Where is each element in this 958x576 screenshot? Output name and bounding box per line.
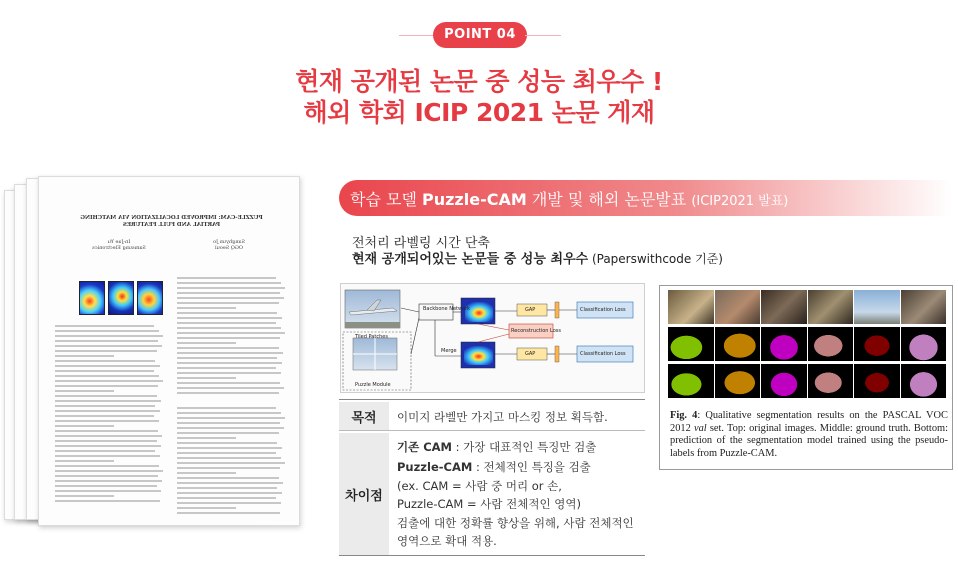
- paper-text-line: [177, 362, 282, 364]
- paper-text-line: [177, 332, 285, 334]
- paper-text-line: [55, 380, 163, 382]
- paper-text-line: [177, 507, 236, 509]
- paper-text-line: [177, 437, 236, 439]
- table-top-rule: [339, 399, 645, 400]
- original-images-row: [668, 290, 946, 324]
- paper-text-line: [177, 412, 281, 414]
- paper-text-line: [55, 345, 162, 347]
- paper-text-line: [177, 497, 276, 499]
- paper-text-line: [177, 282, 281, 284]
- paper-text-line: [177, 312, 277, 314]
- paper-text-line: [55, 495, 114, 497]
- paper-text-line: [55, 430, 158, 432]
- ground-truth-row: [668, 327, 946, 361]
- merge-label: Merge: [441, 348, 457, 354]
- segmentation-results-figure: [659, 285, 953, 470]
- ground-truth-mask: [854, 327, 900, 361]
- paper-text-line: [55, 330, 159, 332]
- paper-text-line: [55, 475, 158, 477]
- difference-line: (ex. CAM = 사람 중 머리 or 손,: [397, 479, 562, 493]
- paper-text-line: [55, 420, 159, 422]
- headline-line-2: 해외 학회 ICIP 2021 논문 게재: [303, 98, 655, 127]
- paper-text-line: [177, 467, 280, 469]
- paper-text-line: [177, 327, 281, 329]
- paper-heatmaps: [79, 281, 163, 315]
- paper-text-line: [55, 405, 155, 407]
- paper-text-line: [55, 400, 161, 402]
- paper-text-line: [55, 355, 114, 357]
- paper-text-line: [177, 512, 280, 514]
- paper-text-line: [177, 357, 277, 359]
- sample-image: [808, 290, 854, 324]
- paper-text-line: [177, 347, 279, 349]
- paper-text-line: [177, 297, 284, 299]
- prediction-mask: [715, 364, 761, 398]
- paper-text-line: [177, 277, 276, 279]
- paper-text-line: [55, 410, 160, 412]
- sample-image: [761, 290, 807, 324]
- paper-text-line: [177, 307, 236, 309]
- backbone-label: Backbone Network: [423, 306, 471, 312]
- row-header-difference: 차이점: [339, 433, 389, 555]
- paper-text-line: [177, 487, 277, 489]
- paper-text-column-left: [55, 325, 163, 505]
- paper-author-1: Sanghyun Jo OGQ Seoul: [213, 239, 245, 251]
- prediction-mask: [901, 364, 947, 398]
- section-banner-title: 학습 모델 Puzzle-CAM 개발 및 해외 논문발표 (ICIP2021 발표): [350, 190, 789, 209]
- paper-text-line: [55, 385, 158, 387]
- paper-text-line: [177, 452, 276, 454]
- paper-text-line: [55, 485, 157, 487]
- paper-text-line: [177, 392, 279, 394]
- paper-text-line: [177, 492, 282, 494]
- paper-text-line: [177, 442, 277, 444]
- purpose-text: 이미지 라벨만 가지고 마스킹 정보 획득함.: [397, 410, 608, 424]
- sample-image: [854, 290, 900, 324]
- paper-text-line: [177, 472, 236, 474]
- difference-line: 영역으로 확대 적용.: [397, 534, 497, 548]
- heatmap-thumbnail: [108, 281, 134, 315]
- paper-text-line: [177, 407, 276, 409]
- paper-text-line: [55, 360, 155, 362]
- paper-text-line: [55, 340, 158, 342]
- architecture-diagram: [340, 283, 645, 393]
- classification-loss-label-top: Classification Loss: [580, 307, 626, 313]
- paper-text-line: [55, 435, 162, 437]
- paper-text-line: [177, 302, 279, 304]
- paper-text-line: [55, 490, 161, 492]
- paper-text-line: [177, 322, 276, 324]
- sample-image: [901, 290, 947, 324]
- ground-truth-mask: [715, 327, 761, 361]
- paper-text-line: [177, 427, 284, 429]
- paper-text-column-right: [177, 277, 285, 397]
- table-row: [339, 402, 645, 431]
- paper-text-line: [55, 395, 157, 397]
- point-badge-area: [0, 22, 958, 48]
- paper-text-line: [177, 432, 279, 434]
- paper-text-line: [55, 375, 159, 377]
- paper-text-line: [55, 335, 163, 337]
- paper-text-line: [177, 417, 285, 419]
- paper-text-line: [55, 425, 114, 427]
- puzzle-module-label: Puzzle Module: [355, 382, 391, 388]
- difference-line: Puzzle-CAM : 전체적인 특징을 검출: [397, 460, 591, 474]
- paper-text-line: [55, 460, 114, 462]
- ground-truth-mask: [761, 327, 807, 361]
- paper-text-line: [177, 292, 280, 294]
- paper-text-line: [177, 482, 283, 484]
- paper-text-line: [177, 457, 281, 459]
- paper-text-line: [177, 382, 280, 384]
- paper-text-line: [55, 350, 157, 352]
- sample-image: [715, 290, 761, 324]
- difference-line: Puzzle-CAM = 사람 전체적인 영역): [397, 497, 581, 511]
- reconstruction-loss-label: Reconstruction Loss: [511, 328, 561, 334]
- headline-line-1: 현재 공개된 논문 중 성능 최우수 !: [295, 67, 663, 96]
- paper-text-line: [177, 377, 236, 379]
- prediction-mask: [761, 364, 807, 398]
- paper-author-2: In-Jae Yu Samsung Electronics: [92, 239, 146, 251]
- paper-text-line: [177, 287, 285, 289]
- prediction-row: [668, 364, 946, 398]
- paper-text-line: [177, 447, 282, 449]
- row-header-purpose: 목적: [339, 402, 389, 430]
- heatmap-thumbnail: [79, 281, 105, 315]
- paper-text-line: [55, 390, 114, 392]
- paper-text-line: [177, 502, 281, 504]
- heatmap-thumbnail: [137, 281, 163, 315]
- paper-text-line: [55, 450, 155, 452]
- paper-text-line: [55, 370, 154, 372]
- paper-text-line: [177, 317, 282, 319]
- paper-text-line: [55, 465, 159, 467]
- paper-text-line: [55, 480, 162, 482]
- prediction-mask: [808, 364, 854, 398]
- prediction-mask: [854, 364, 900, 398]
- paper-text-line: [55, 325, 154, 327]
- paper-text-line: [55, 440, 157, 442]
- paper-text-line: [177, 367, 276, 369]
- gap-label-top: GAP: [525, 307, 536, 313]
- paper-text-line: [177, 477, 279, 479]
- table-row: [339, 433, 645, 556]
- paper-text-line: [55, 415, 154, 417]
- sample-image: [668, 290, 714, 324]
- subtitle-line-2: 현재 공개되어있는 논문들 중 성능 최우수 (Paperswithcode 기준): [352, 252, 723, 267]
- paper-text-line: [177, 342, 236, 344]
- paper-text-line: [177, 387, 284, 389]
- paper-text-line: [55, 500, 160, 502]
- difference-line: 기존 CAM : 가장 대표적인 특징만 검출: [397, 440, 597, 454]
- paper-text-line: [55, 470, 163, 472]
- figure-caption: Fig. 4: Qualitative segmentation results on the PASCAL VOC 2012 val set. Top: original images. Middle: ground truth. Bottom: prediction of the segmentation model trained using the pseudo-labels from Puzzle-CAM.: [670, 410, 948, 459]
- tiled-patches-label: Tiled Patches: [355, 334, 388, 340]
- point-badge: POINT 04: [433, 22, 527, 48]
- ground-truth-mask: [808, 327, 854, 361]
- paper-text-line: [177, 462, 285, 464]
- paper-text-line: [177, 422, 280, 424]
- paper-front-page: [38, 176, 300, 526]
- paper-text-column-right-lower: [177, 407, 285, 517]
- badge-divider-left: [399, 35, 435, 36]
- classification-loss-label-bottom: Classification Loss: [580, 351, 626, 357]
- paper-text-line: [177, 352, 283, 354]
- prediction-mask: [668, 364, 714, 398]
- paper-text-line: [55, 365, 160, 367]
- paper-text-line: [55, 445, 161, 447]
- paper-text-line: [55, 455, 160, 457]
- badge-divider-right: [525, 35, 561, 36]
- paper-text-line: [177, 337, 280, 339]
- ground-truth-mask: [668, 327, 714, 361]
- paper-title: PUZZLE-CAM: IMPROVED LOCALIZATION VIA MATCHING PARTIAL AND FULL FEATURES: [80, 215, 263, 228]
- gap-label-bottom: GAP: [525, 351, 536, 357]
- paper-text-line: [177, 372, 281, 374]
- subtitle-line-1: 전처리 라벨링 시간 단축: [352, 236, 490, 251]
- difference-line: 검출에 대한 정확률 향상을 위해, 사람 전체적인: [397, 516, 634, 530]
- ground-truth-mask: [901, 327, 947, 361]
